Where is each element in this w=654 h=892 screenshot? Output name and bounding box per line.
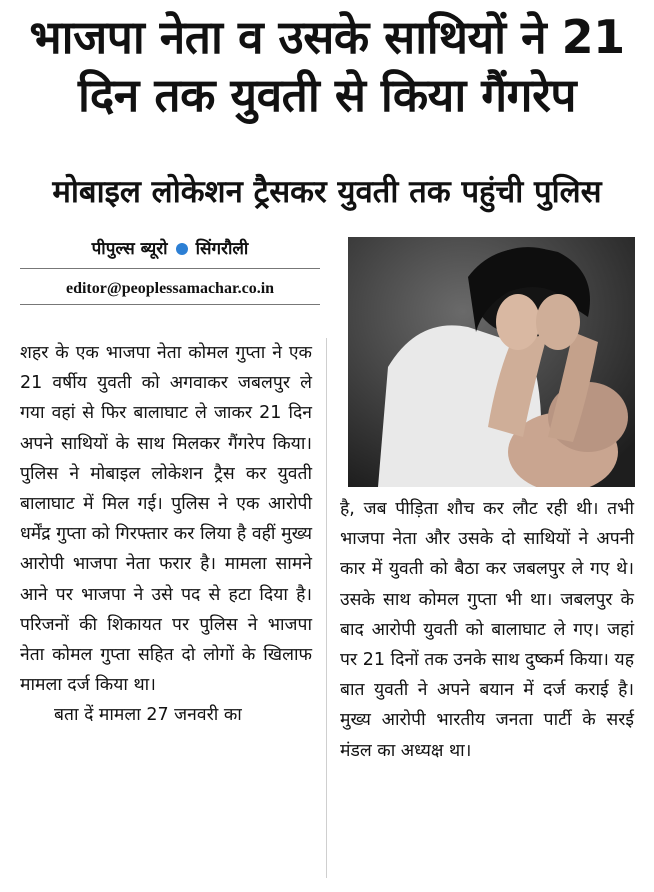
byline-city: सिंगरौली (195, 239, 249, 259)
headline-line-1: भाजपा नेता व उसके साथियों ने 21 (29, 10, 625, 64)
article-column-2 (340, 494, 634, 766)
article-paragraph: शहर के एक भाजपा नेता कोमल गुप्ता ने एक 21 वर्षीय युवती को अगवाकर जबलपुर ले गया वहां से फिर बालाघाट ले जाकर 21 दिन अपने साथियों के साथ मिलकर गैंगरेप किया। पुलिस ने मोबाइल लोकेशन ट्रैस कर युवती बालाघाट में मिल गई। पुलिस ने एक आरोपी धर्मेंद्र गुप्ता को गिरफ्तार कर लिया है वहीं मुख्य आरोपी भाजपा नेता फरार है। मामला सामने आने पर भाजपा ने उसे पद से हटा दिया है। परिजनों की शिकायत पर पुलिस ने भाजपा नेता कोमल गुप्ता सहित दो लोगों के खिलाफ मामला दर्ज किया था। (20, 343, 312, 696)
article-paragraph: बता दें मामला 27 जनवरी का (54, 705, 242, 726)
distressed-woman-photo-icon (348, 237, 635, 487)
editor-email: editor@peoplessamachar.co.in (20, 280, 320, 305)
column-divider (326, 338, 327, 878)
headline (10, 8, 644, 124)
article-photo (348, 237, 635, 487)
subheadline: मोबाइल लोकेशन ट्रैसकर युवती तक पहुंची पुलिस (52, 174, 602, 210)
byline-bureau: पीपुल्स ब्यूरो (91, 239, 168, 259)
article-paragraph: है, जब पीड़िता शौच कर लौट रही थी। तभी भाजपा नेता और उसके दो साथियों ने अपनी कार में युवती को बैठा कर जबलपुर ले गए थे। उसके साथ कोमल गुप्ता भी था। जबलपुर के बाद आरोपी युवती को बालाघाट ले गए। जहां पर 21 दिनों तक उनके साथ दुष्कर्म किया। यह बात युवती ने अपने बयान में दर्ज कराई है। मुख्य आरोपी भारतीय जनता पार्टी के सरई मंडल का अध्यक्ष था। (340, 499, 634, 761)
bullet-dot-icon (176, 243, 188, 255)
article-column-1 (20, 338, 312, 731)
headline-line-2: दिन तक युवती से किया गैंगरेप (77, 68, 577, 122)
byline (20, 236, 320, 269)
